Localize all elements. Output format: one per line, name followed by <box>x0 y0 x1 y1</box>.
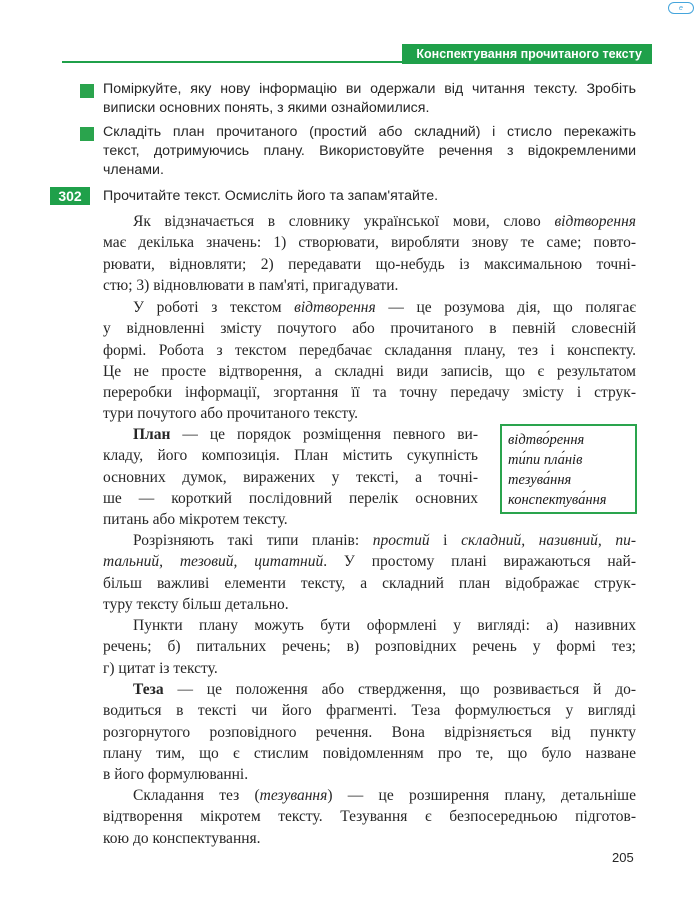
paragraph-5 <box>103 615 636 679</box>
paragraph-1 <box>103 211 636 296</box>
text-line: Як відзначається в словнику української мови, слово відтворення <box>133 213 636 230</box>
text-line: г) цитат із тексту. <box>103 659 218 677</box>
text-line: формі. Робота з текстом передбачає складання плану, тез і конспекту. <box>103 341 636 359</box>
text-line: туру тексту більш детально. <box>103 595 289 613</box>
section-title: Конспектування прочитаного тексту <box>402 44 652 64</box>
page-number: 205 <box>612 850 634 865</box>
key-terms-box <box>500 424 637 514</box>
square-bullet-icon <box>80 84 94 98</box>
text-line: питань або мікротем тексту. <box>103 511 288 529</box>
publisher-logo-icon: e <box>668 2 694 14</box>
task-1-line: виписки основних понять, з якими ознайомилися. <box>103 100 430 116</box>
text-line: має декілька значень: 1) створювати, виробляти знову те саме; повто- <box>103 234 636 252</box>
square-bullet-icon <box>80 127 94 141</box>
text-line: План — це порядок розміщення певного ви- <box>133 426 478 443</box>
text-line: плану тим, що є стислим повідомленням про те, що було назване <box>103 744 636 762</box>
text-line: речень; б) питальних речень; в) розповідних речень у формі тез; <box>103 638 636 656</box>
text-line: Розрізняють такі типи планів: простий і складний, називний, пи- <box>133 532 637 549</box>
text-line: водиться в тексті чи його фрагменті. Теза формулюється у вигляді <box>103 702 636 720</box>
paragraph-2 <box>103 297 636 425</box>
text-line: рювати, відновляти; 2) передавати що-небудь із максимальною точні- <box>103 255 636 273</box>
text-line: Пункти плану можуть бути оформлені у вигляді: а) називних <box>133 617 636 634</box>
text-line: розгорнутого розповідного речення. Вона відрізняється від пункту <box>103 723 636 741</box>
text-line: Це не просте відтворення, а складні види записів, що є результатом <box>103 362 636 380</box>
task-1 <box>103 80 636 118</box>
text-line: Теза — це положення або ствердження, що розвивається й до- <box>133 681 636 698</box>
text-line: тури почутого або прочитаного тексту. <box>103 405 359 423</box>
section-header <box>0 44 700 64</box>
text-line: тальний, тезовий, цитатний. У простому плані виражаються най- <box>103 553 637 571</box>
exercise-number: 302 <box>50 187 90 205</box>
paragraph-3 <box>103 424 478 530</box>
task-2-line: Складіть план прочитаного (простий або складний) і стисло перекажіть <box>103 124 636 140</box>
paragraph-4 <box>103 530 636 615</box>
text-line: основних думок, виражених у тексті, а точні- <box>103 468 478 486</box>
text-line: більш важливі елементи тексту, а складний план відображає струк- <box>103 574 636 592</box>
key-term: ти́пи пла́нів <box>508 452 583 468</box>
text-line: в його формулюванні. <box>103 766 249 784</box>
paragraph-7 <box>103 785 636 849</box>
key-term: тезува́ння <box>508 472 572 488</box>
text-line: кладу, його композиція. План містить сукупність <box>103 447 478 465</box>
paragraph-6 <box>103 679 636 785</box>
exercise-instruction: Прочитайте текст. Осмисліть його та запам'ятайте. <box>103 188 439 204</box>
text-line: у відновленні змісту почутого або прочитаного в певній словесній <box>103 320 636 338</box>
key-term: конспектува́ння <box>508 492 607 508</box>
task-2 <box>103 123 636 180</box>
text-line: ше — короткий послідовний перелік основних <box>103 489 478 507</box>
task-1-line: Поміркуйте, яку нову інформацію ви одержали від читання тексту. Зробіть <box>103 81 636 97</box>
text-line: переробки інформації, згортання її та точну передачу змісту і струк- <box>103 384 636 402</box>
key-term: відтво́рення <box>508 432 585 448</box>
task-2-line: текст, дотримуючись плану. Використовуйте речення з відокремленими <box>103 143 636 159</box>
text-line: У роботі з текстом відтворення — це розумова дія, що полягає <box>133 299 637 316</box>
text-line: кою до конспектування. <box>103 829 261 847</box>
text-line: Складання тез (тезування) — це розширення плану, детальніше <box>133 787 636 804</box>
text-line: відтворення мікротем тексту. Тезування є безпосередньою підготов- <box>103 808 636 826</box>
task-2-line: членами. <box>103 162 164 178</box>
text-line: стю; 3) відновлювати в пам'яті, пригадувати. <box>103 276 399 294</box>
